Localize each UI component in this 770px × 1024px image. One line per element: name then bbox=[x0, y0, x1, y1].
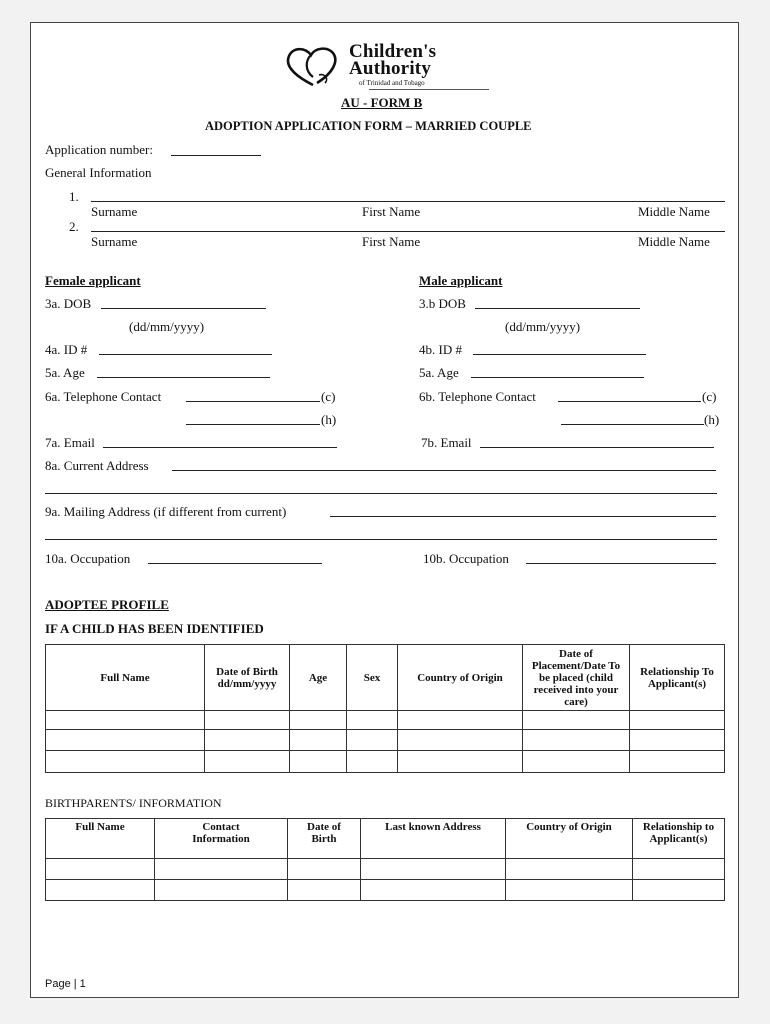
table-cell[interactable] bbox=[290, 730, 347, 751]
general-info-label: General Information bbox=[45, 165, 152, 180]
birthparents-table bbox=[45, 818, 725, 901]
adoptee-header-dob-text: Date of Birth dd/mm/yyyy bbox=[216, 665, 278, 690]
adoptee-table-header-row bbox=[46, 645, 725, 711]
name-row-2-number: 2. bbox=[69, 219, 79, 234]
table-row bbox=[46, 711, 725, 730]
female-id-label: 4a. ID # bbox=[45, 342, 88, 357]
table-cell[interactable] bbox=[205, 711, 290, 730]
name-row-2-surname: Surname bbox=[91, 234, 138, 249]
logo-text bbox=[349, 43, 436, 77]
female-occupation-label: 10a. Occupation bbox=[45, 551, 131, 566]
logo-line1: Children's bbox=[349, 41, 437, 62]
male-tel-h-field[interactable] bbox=[561, 424, 704, 425]
mailing-address-label: 9a. Mailing Address (if different from current) bbox=[45, 504, 287, 519]
name-row-2-field[interactable] bbox=[91, 231, 725, 232]
female-applicant-heading: Female applicant bbox=[45, 273, 141, 288]
birthparents-label: BIRTHPARENTS/ INFORMATION bbox=[45, 796, 222, 810]
birthparents-header-full-name: Full Name bbox=[46, 819, 155, 859]
table-cell[interactable] bbox=[506, 859, 633, 880]
birthparents-header-dob bbox=[288, 819, 361, 859]
name-row-1-surname: Surname bbox=[91, 204, 138, 219]
male-tel-c-field[interactable] bbox=[558, 401, 701, 402]
childrens-authority-logo bbox=[283, 43, 493, 93]
table-cell[interactable] bbox=[347, 711, 398, 730]
table-cell[interactable] bbox=[46, 859, 155, 880]
table-cell[interactable] bbox=[633, 880, 725, 901]
female-dob-field[interactable] bbox=[101, 308, 266, 309]
male-id-field[interactable] bbox=[473, 354, 646, 355]
birthparents-header-contact-text: Contact Information bbox=[192, 821, 250, 845]
table-row bbox=[46, 751, 725, 773]
adoptee-header-sex: Sex bbox=[347, 645, 398, 711]
adoptee-header-country: Country of Origin bbox=[398, 645, 523, 711]
table-cell[interactable] bbox=[288, 859, 361, 880]
table-cell[interactable] bbox=[46, 880, 155, 901]
mailing-address-field[interactable] bbox=[330, 516, 716, 517]
name-row-1-field[interactable] bbox=[91, 201, 725, 202]
table-cell[interactable] bbox=[155, 880, 288, 901]
adoptee-header-full-name: Full Name bbox=[46, 645, 205, 711]
female-email-label: 7a. Email bbox=[45, 435, 95, 450]
table-cell[interactable] bbox=[630, 730, 725, 751]
male-id-label: 4b. ID # bbox=[419, 342, 462, 357]
male-age-label: 5a. Age bbox=[419, 365, 459, 380]
table-cell[interactable] bbox=[290, 711, 347, 730]
table-cell[interactable] bbox=[523, 751, 630, 773]
table-row bbox=[46, 730, 725, 751]
birthparents-header-contact bbox=[155, 819, 288, 859]
adoptee-header-age: Age bbox=[290, 645, 347, 711]
name-row-2-first: First Name bbox=[362, 234, 421, 249]
male-dob-format: (dd/mm/yyyy) bbox=[505, 319, 581, 334]
table-row bbox=[46, 880, 725, 901]
table-cell[interactable] bbox=[205, 751, 290, 773]
form-title: ADOPTION APPLICATION FORM – MARRIED COUPLE bbox=[205, 119, 532, 133]
table-cell[interactable] bbox=[630, 751, 725, 773]
table-cell[interactable] bbox=[630, 711, 725, 730]
birthparents-header-country: Country of Origin bbox=[506, 819, 633, 859]
name-row-1-middle: Middle Name bbox=[638, 204, 710, 219]
female-tel-h-field[interactable] bbox=[186, 424, 320, 425]
table-cell[interactable] bbox=[288, 880, 361, 901]
logo-subtitle: of Trinidad and Tobago bbox=[359, 79, 425, 87]
adoptee-header-relationship-text: Relationship To Applicant(s) bbox=[640, 665, 714, 690]
birthparents-header-dob-text: Date of Birth bbox=[307, 821, 341, 845]
table-cell[interactable] bbox=[361, 880, 506, 901]
current-address-field[interactable] bbox=[172, 470, 716, 471]
form-page bbox=[30, 22, 739, 998]
male-occupation-label: 10b. Occupation bbox=[423, 551, 509, 566]
table-cell[interactable] bbox=[347, 751, 398, 773]
adoptee-header-dob bbox=[205, 645, 290, 711]
current-address-label: 8a. Current Address bbox=[45, 458, 149, 473]
table-cell[interactable] bbox=[205, 730, 290, 751]
birthparents-table-header-row bbox=[46, 819, 725, 859]
table-cell[interactable] bbox=[398, 730, 523, 751]
female-dob-format: (dd/mm/yyyy) bbox=[129, 319, 205, 334]
application-number-field[interactable] bbox=[171, 155, 261, 156]
adoptee-header-placement bbox=[523, 645, 630, 711]
male-occupation-field[interactable] bbox=[526, 563, 716, 564]
female-tel-c-label: (c) bbox=[321, 389, 336, 404]
logo-line2: Authority bbox=[349, 58, 432, 79]
male-email-field[interactable] bbox=[480, 447, 714, 448]
form-code: AU - FORM B bbox=[341, 95, 423, 110]
name-row-1-number: 1. bbox=[69, 189, 79, 204]
table-cell[interactable] bbox=[523, 730, 630, 751]
name-row-1-first: First Name bbox=[362, 204, 421, 219]
female-occupation-field[interactable] bbox=[148, 563, 322, 564]
male-tel-label: 6b. Telephone Contact bbox=[419, 389, 536, 404]
table-cell[interactable] bbox=[633, 859, 725, 880]
male-dob-label: 3.b DOB bbox=[419, 296, 466, 311]
table-cell[interactable] bbox=[155, 859, 288, 880]
female-tel-label: 6a. Telephone Contact bbox=[45, 389, 162, 404]
birthparents-header-relationship-text: Relationship to Applicant(s) bbox=[642, 821, 715, 845]
table-cell[interactable] bbox=[398, 751, 523, 773]
mailing-address-field-2[interactable] bbox=[45, 539, 717, 540]
female-age-label: 5a. Age bbox=[45, 365, 85, 380]
name-row-2-middle: Middle Name bbox=[638, 234, 710, 249]
table-cell[interactable] bbox=[46, 730, 205, 751]
female-tel-h-label: (h) bbox=[321, 412, 337, 427]
adoptee-header-relationship bbox=[630, 645, 725, 711]
table-cell[interactable] bbox=[523, 711, 630, 730]
table-cell[interactable] bbox=[46, 711, 205, 730]
female-tel-c-field[interactable] bbox=[186, 401, 320, 402]
table-cell[interactable] bbox=[46, 751, 205, 773]
male-applicant-heading: Male applicant bbox=[419, 273, 503, 288]
table-row bbox=[46, 859, 725, 880]
child-identified-heading: IF A CHILD HAS BEEN IDENTIFIED bbox=[45, 621, 264, 636]
female-dob-label: 3a. DOB bbox=[45, 296, 92, 311]
table-cell[interactable] bbox=[361, 859, 506, 880]
application-number-label: Application number: bbox=[45, 142, 153, 157]
male-email-label: 7b. Email bbox=[421, 435, 472, 450]
table-cell[interactable] bbox=[290, 751, 347, 773]
current-address-field-2[interactable] bbox=[45, 493, 717, 494]
female-age-field[interactable] bbox=[97, 377, 270, 378]
table-cell[interactable] bbox=[506, 880, 633, 901]
male-tel-h-label: (h) bbox=[704, 412, 720, 427]
table-cell[interactable] bbox=[347, 730, 398, 751]
adoptee-header-placement-text: Date of Placement/Date To be placed (child received into your care) bbox=[531, 647, 621, 708]
birthparents-header-address: Last known Address bbox=[361, 819, 506, 859]
table-cell[interactable] bbox=[398, 711, 523, 730]
female-id-field[interactable] bbox=[99, 354, 272, 355]
adoptee-profile-heading: ADOPTEE PROFILE bbox=[45, 597, 169, 612]
male-tel-c-label: (c) bbox=[702, 389, 717, 404]
female-email-field[interactable] bbox=[103, 447, 337, 448]
birthparents-header-relationship bbox=[633, 819, 725, 859]
page-footer: Page | 1 bbox=[45, 978, 86, 990]
male-dob-field[interactable] bbox=[475, 308, 640, 309]
adoptee-table bbox=[45, 644, 725, 773]
male-age-field[interactable] bbox=[471, 377, 644, 378]
heart-logo-icon bbox=[283, 45, 349, 89]
